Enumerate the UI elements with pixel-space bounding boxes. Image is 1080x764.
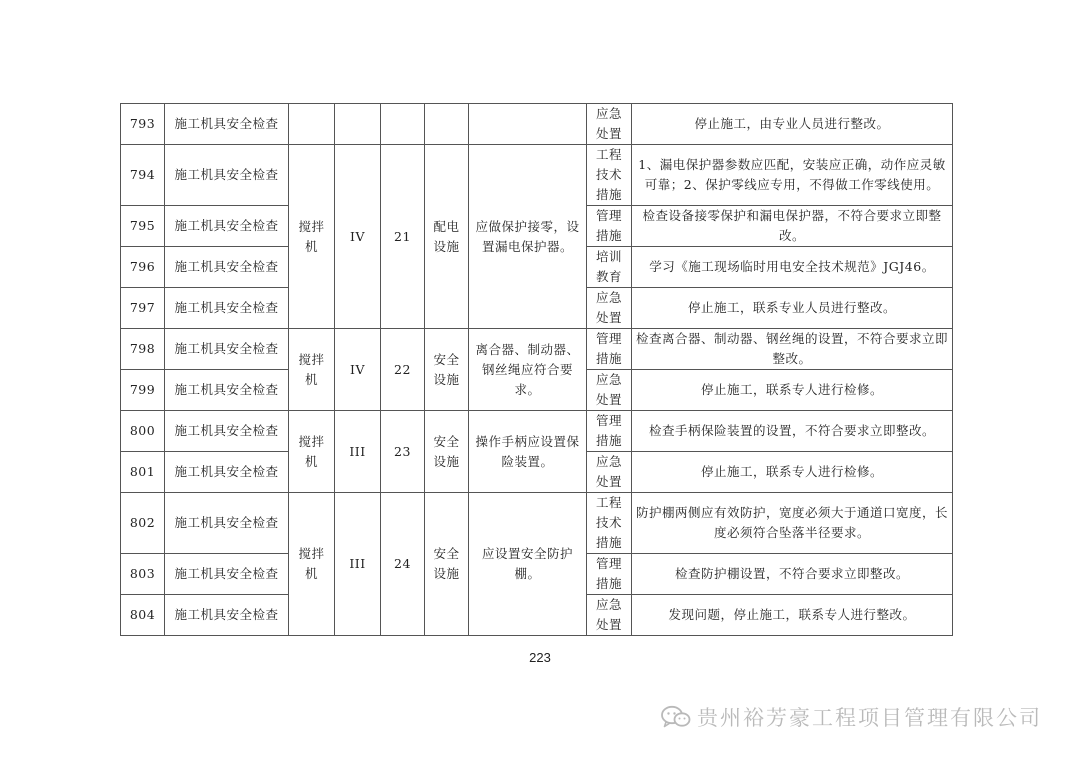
seq-cell: 22 (381, 329, 425, 411)
check-item: 施工机具安全检查 (165, 329, 289, 370)
check-item: 施工机具安全检查 (165, 595, 289, 636)
table-row (121, 145, 953, 206)
table-row (121, 411, 953, 452)
measure-text: 停止施工，联系专人进行检修。 (632, 452, 953, 493)
category-cell: 安全设施 (425, 493, 469, 636)
risk-measures-table (120, 103, 953, 636)
requirement-cell: 离合器、制动器、钢丝绳应符合要求。 (469, 329, 587, 411)
measure-type: 应急处置 (587, 370, 632, 411)
measure-type: 应急处置 (587, 104, 632, 145)
check-item: 施工机具安全检查 (165, 493, 289, 554)
measure-type: 管理措施 (587, 329, 632, 370)
measure-text: 1、漏电保护器参数应匹配，安装应正确，动作应灵敏可靠；2、保护零线应专用，不得做工作零线使用。 (632, 145, 953, 206)
level-cell: IV (335, 329, 381, 411)
measure-type: 管理措施 (587, 206, 632, 247)
seq-cell (381, 104, 425, 145)
row-number: 804 (121, 595, 165, 636)
category-cell: 安全设施 (425, 329, 469, 411)
measure-text: 发现问题，停止施工，联系专人进行整改。 (632, 595, 953, 636)
check-item: 施工机具安全检查 (165, 104, 289, 145)
check-item: 施工机具安全检查 (165, 452, 289, 493)
requirement-cell: 操作手柄应设置保险装置。 (469, 411, 587, 493)
level-cell: III (335, 411, 381, 493)
table-row (121, 493, 953, 554)
measure-text: 停止施工，联系专业人员进行整改。 (632, 288, 953, 329)
requirement-cell: 应设置安全防护棚。 (469, 493, 587, 636)
measure-type: 管理措施 (587, 411, 632, 452)
requirement-cell: 应做保护接零，设置漏电保护器。 (469, 145, 587, 329)
check-item: 施工机具安全检查 (165, 145, 289, 206)
row-number: 801 (121, 452, 165, 493)
row-number: 800 (121, 411, 165, 452)
check-item: 施工机具安全检查 (165, 370, 289, 411)
row-number: 793 (121, 104, 165, 145)
watermark-text: 贵州裕芳豪工程项目管理有限公司 (697, 706, 1042, 730)
level-cell: III (335, 493, 381, 636)
level-cell (335, 104, 381, 145)
row-number: 803 (121, 554, 165, 595)
level-cell: IV (335, 145, 381, 329)
check-item: 施工机具安全检查 (165, 206, 289, 247)
check-item: 施工机具安全检查 (165, 554, 289, 595)
equipment-cell: 搅拌机 (289, 493, 335, 636)
row-number: 802 (121, 493, 165, 554)
measure-text: 停止施工，联系专人进行检修。 (632, 370, 953, 411)
measure-type: 应急处置 (587, 288, 632, 329)
row-number: 795 (121, 206, 165, 247)
table-row (121, 104, 953, 145)
measure-type: 应急处置 (587, 595, 632, 636)
row-number: 796 (121, 247, 165, 288)
category-cell (425, 104, 469, 145)
table-row (121, 329, 953, 370)
measure-text: 停止施工，由专业人员进行整改。 (632, 104, 953, 145)
measure-text: 学习《施工现场临时用电安全技术规范》JGJ46。 (632, 247, 953, 288)
page-number: 223 (529, 650, 551, 665)
category-cell: 安全设施 (425, 411, 469, 493)
measure-text: 检查手柄保险装置的设置，不符合要求立即整改。 (632, 411, 953, 452)
row-number: 794 (121, 145, 165, 206)
seq-cell: 24 (381, 493, 425, 636)
measure-text: 检查防护棚设置，不符合要求立即整改。 (632, 554, 953, 595)
category-cell: 配电设施 (425, 145, 469, 329)
row-number: 799 (121, 370, 165, 411)
row-number: 797 (121, 288, 165, 329)
check-item: 施工机具安全检查 (165, 247, 289, 288)
seq-cell: 21 (381, 145, 425, 329)
watermark (661, 702, 1042, 732)
measure-type: 工程技术措施 (587, 493, 632, 554)
equipment-cell (289, 104, 335, 145)
row-number: 798 (121, 329, 165, 370)
measure-type: 培训教育 (587, 247, 632, 288)
check-item: 施工机具安全检查 (165, 288, 289, 329)
requirement-cell (469, 104, 587, 145)
measure-text: 检查设备接零保护和漏电保护器，不符合要求立即整改。 (632, 206, 953, 247)
seq-cell: 23 (381, 411, 425, 493)
equipment-cell: 搅拌机 (289, 411, 335, 493)
measure-type: 应急处置 (587, 452, 632, 493)
measure-type: 工程技术措施 (587, 145, 632, 206)
check-item: 施工机具安全检查 (165, 411, 289, 452)
measure-type: 管理措施 (587, 554, 632, 595)
equipment-cell: 搅拌机 (289, 145, 335, 329)
wechat-icon (661, 705, 691, 729)
equipment-cell: 搅拌机 (289, 329, 335, 411)
measure-text: 检查离合器、制动器、钢丝绳的设置，不符合要求立即整改。 (632, 329, 953, 370)
measure-text: 防护棚两侧应有效防护，宽度必须大于通道口宽度，长度必须符合坠落半径要求。 (632, 493, 953, 554)
